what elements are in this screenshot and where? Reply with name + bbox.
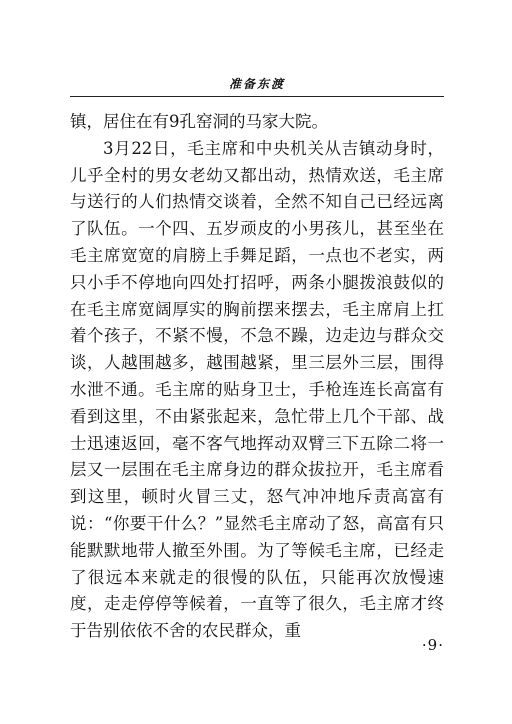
- running-head: 准备东渡: [228, 77, 285, 91]
- page-number: ·9·: [421, 636, 444, 654]
- body-text: [70, 109, 444, 645]
- paragraph-continued: 镇，居住在有9孔窑洞的马家大院。: [70, 112, 328, 131]
- page-header: [70, 72, 444, 97]
- paragraph-march-22: 3月22日，毛主席和中央机关从吉镇动身时，儿乎全村的男女老幼又都出动，热情欢送，毛主席与送行的人们热情交谈着，全然不知自己已经远离了队伍。一个四、五岁顽皮的小男孩儿，甚至坐在毛主席宽宽的肩膀上手舞足蹈，一点也不老实，两只小手不停地向四处打招呼，两条小腿拨浪鼓似的在毛主席宽阔厚实的胸前摆来摆去，毛主席肩上扛着个孩子，不紧不慢，不急不躁，边走边与群众交谈，人越围越多，越围越紧，里三层外三层，围得水泄不通。毛主席的贴身卫士，手枪连连长高富有看到这里，不由紧张起来，急忙带上几个干部、战士迅速返回，毫不客气地挥动双臂三下五除二将一层又一层围在毛主席身边的群众拔拉开，毛主席看到这里，顿时火冒三丈，怒气冲冲地斥责高富有说：“你要干什么？”显然毛主席动了怒，高富有只能默默地带人撤至外围。为了等候毛主席，已经走了很远本来就走的很慢的队伍，只能再次放慢速度，走走停停等候着，一直等了很久，毛主席才终于告别依依不舍的农民群众，重: [70, 138, 444, 641]
